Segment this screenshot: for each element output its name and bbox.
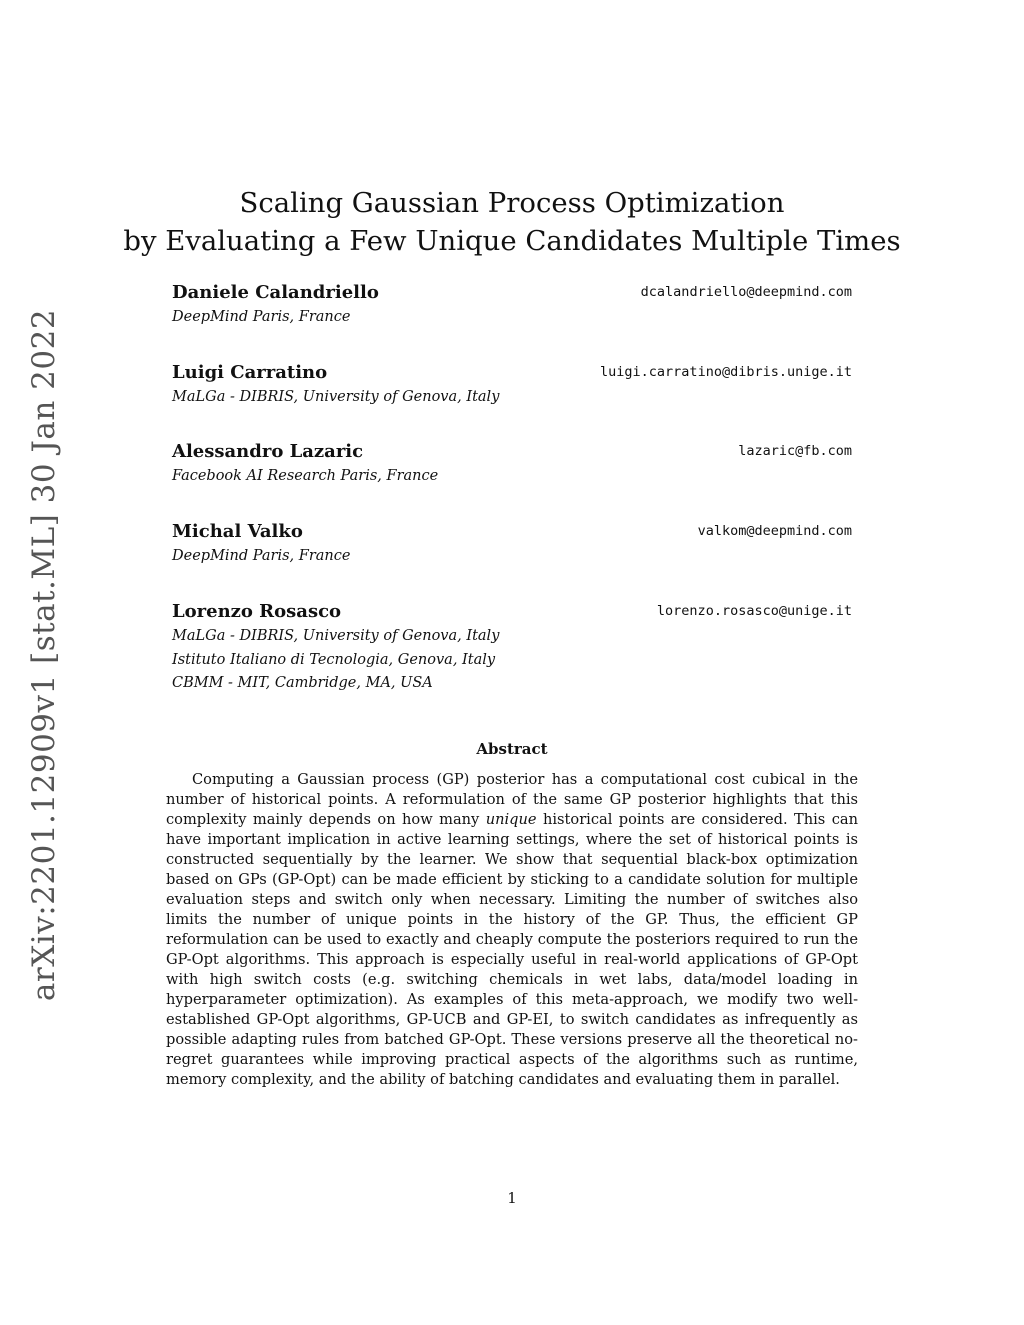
abstract-emphasis: unique <box>485 811 537 828</box>
author-email[interactable]: lorenzo.rosasco@unige.it <box>656 603 852 619</box>
author-email[interactable]: lazaric@fb.com <box>738 443 852 459</box>
author-email[interactable]: valkom@deepmind.com <box>697 523 852 539</box>
author-block <box>172 601 852 696</box>
abstract-heading: Abstract <box>476 740 548 758</box>
author-affiliation: DeepMind Paris, France <box>172 548 351 564</box>
abstract-text: historical points are considered. This can have important implication in active learning settings, where the set of historical points is constructed sequentially by the learner. We show that sequential black-box optimization based on GPs (GP-Opt) can be made efficient by sticking to a candidate solution for multiple evaluation steps and switch only when necessary. Limiting the number of switches also limits the number of unique points in the history of the GP. Thus, the efficient GP reformulation can be used to exactly and cheaply compute the posteriors required to run the GP-Opt algorithms. This approach is especially useful in real-world applications of GP-Opt with high switch costs (e.g. switching chemicals in wet labs, data/model loading in hyperparameter optimization). As examples of this meta-approach, we modify two well-established GP-Opt algorithms, GP-UCB and GP-EI, to switch candidates as infrequently as possible adapting rules from batched GP-Opt. These versions preserve all the theoretical no-regret guarantees while improving practical aspects of the algorithms such as runtime, memory complexity, and the ability of batching candidates and evaluating them in parallel. <box>166 811 858 1088</box>
author-affiliation: MaLGa - DIBRIS, University of Genova, Italy <box>172 628 500 644</box>
author-name: Luigi Carratino <box>172 362 328 383</box>
abstract-text: Computing a Gaussian process (GP) posterior has a computational cost cubical in the number of historical points. A reformulation of the same GP posterior highlights that this complexity mainly depends on how many <box>166 771 858 828</box>
author-block <box>172 521 852 569</box>
author-affiliation: MaLGa - DIBRIS, University of Genova, Italy <box>172 389 500 405</box>
author-name: Daniele Calandriello <box>172 282 379 303</box>
author-name: Alessandro Lazaric <box>172 441 364 462</box>
author-email[interactable]: luigi.carratino@dibris.unige.it <box>600 364 852 380</box>
author-email[interactable]: dcalandriello@deepmind.com <box>640 284 852 300</box>
author-name: Lorenzo Rosasco <box>172 601 342 622</box>
page-number: 1 <box>507 1189 517 1207</box>
paper-title <box>0 184 1024 260</box>
author-affiliation: Facebook AI Research Paris, France <box>172 468 439 484</box>
author-affiliation: Istituto Italiano di Tecnologia, Genova, Italy <box>172 651 496 668</box>
arxiv-identifier: arXiv:2201.12909v1 [stat.ML] 30 Jan 2022 <box>26 308 62 1002</box>
author-name: Michal Valko <box>172 521 303 542</box>
author-affiliation: DeepMind Paris, France <box>172 309 351 325</box>
author-block <box>172 282 852 330</box>
title-line-2: by Evaluating a Few Unique Candidates Multiple Times <box>123 225 901 257</box>
abstract-body <box>166 770 858 1090</box>
author-block <box>172 441 852 489</box>
author-block <box>172 362 852 410</box>
title-line-1: Scaling Gaussian Process Optimization <box>239 187 785 219</box>
author-affiliation: CBMM - MIT, Cambridge, MA, USA <box>172 675 433 691</box>
